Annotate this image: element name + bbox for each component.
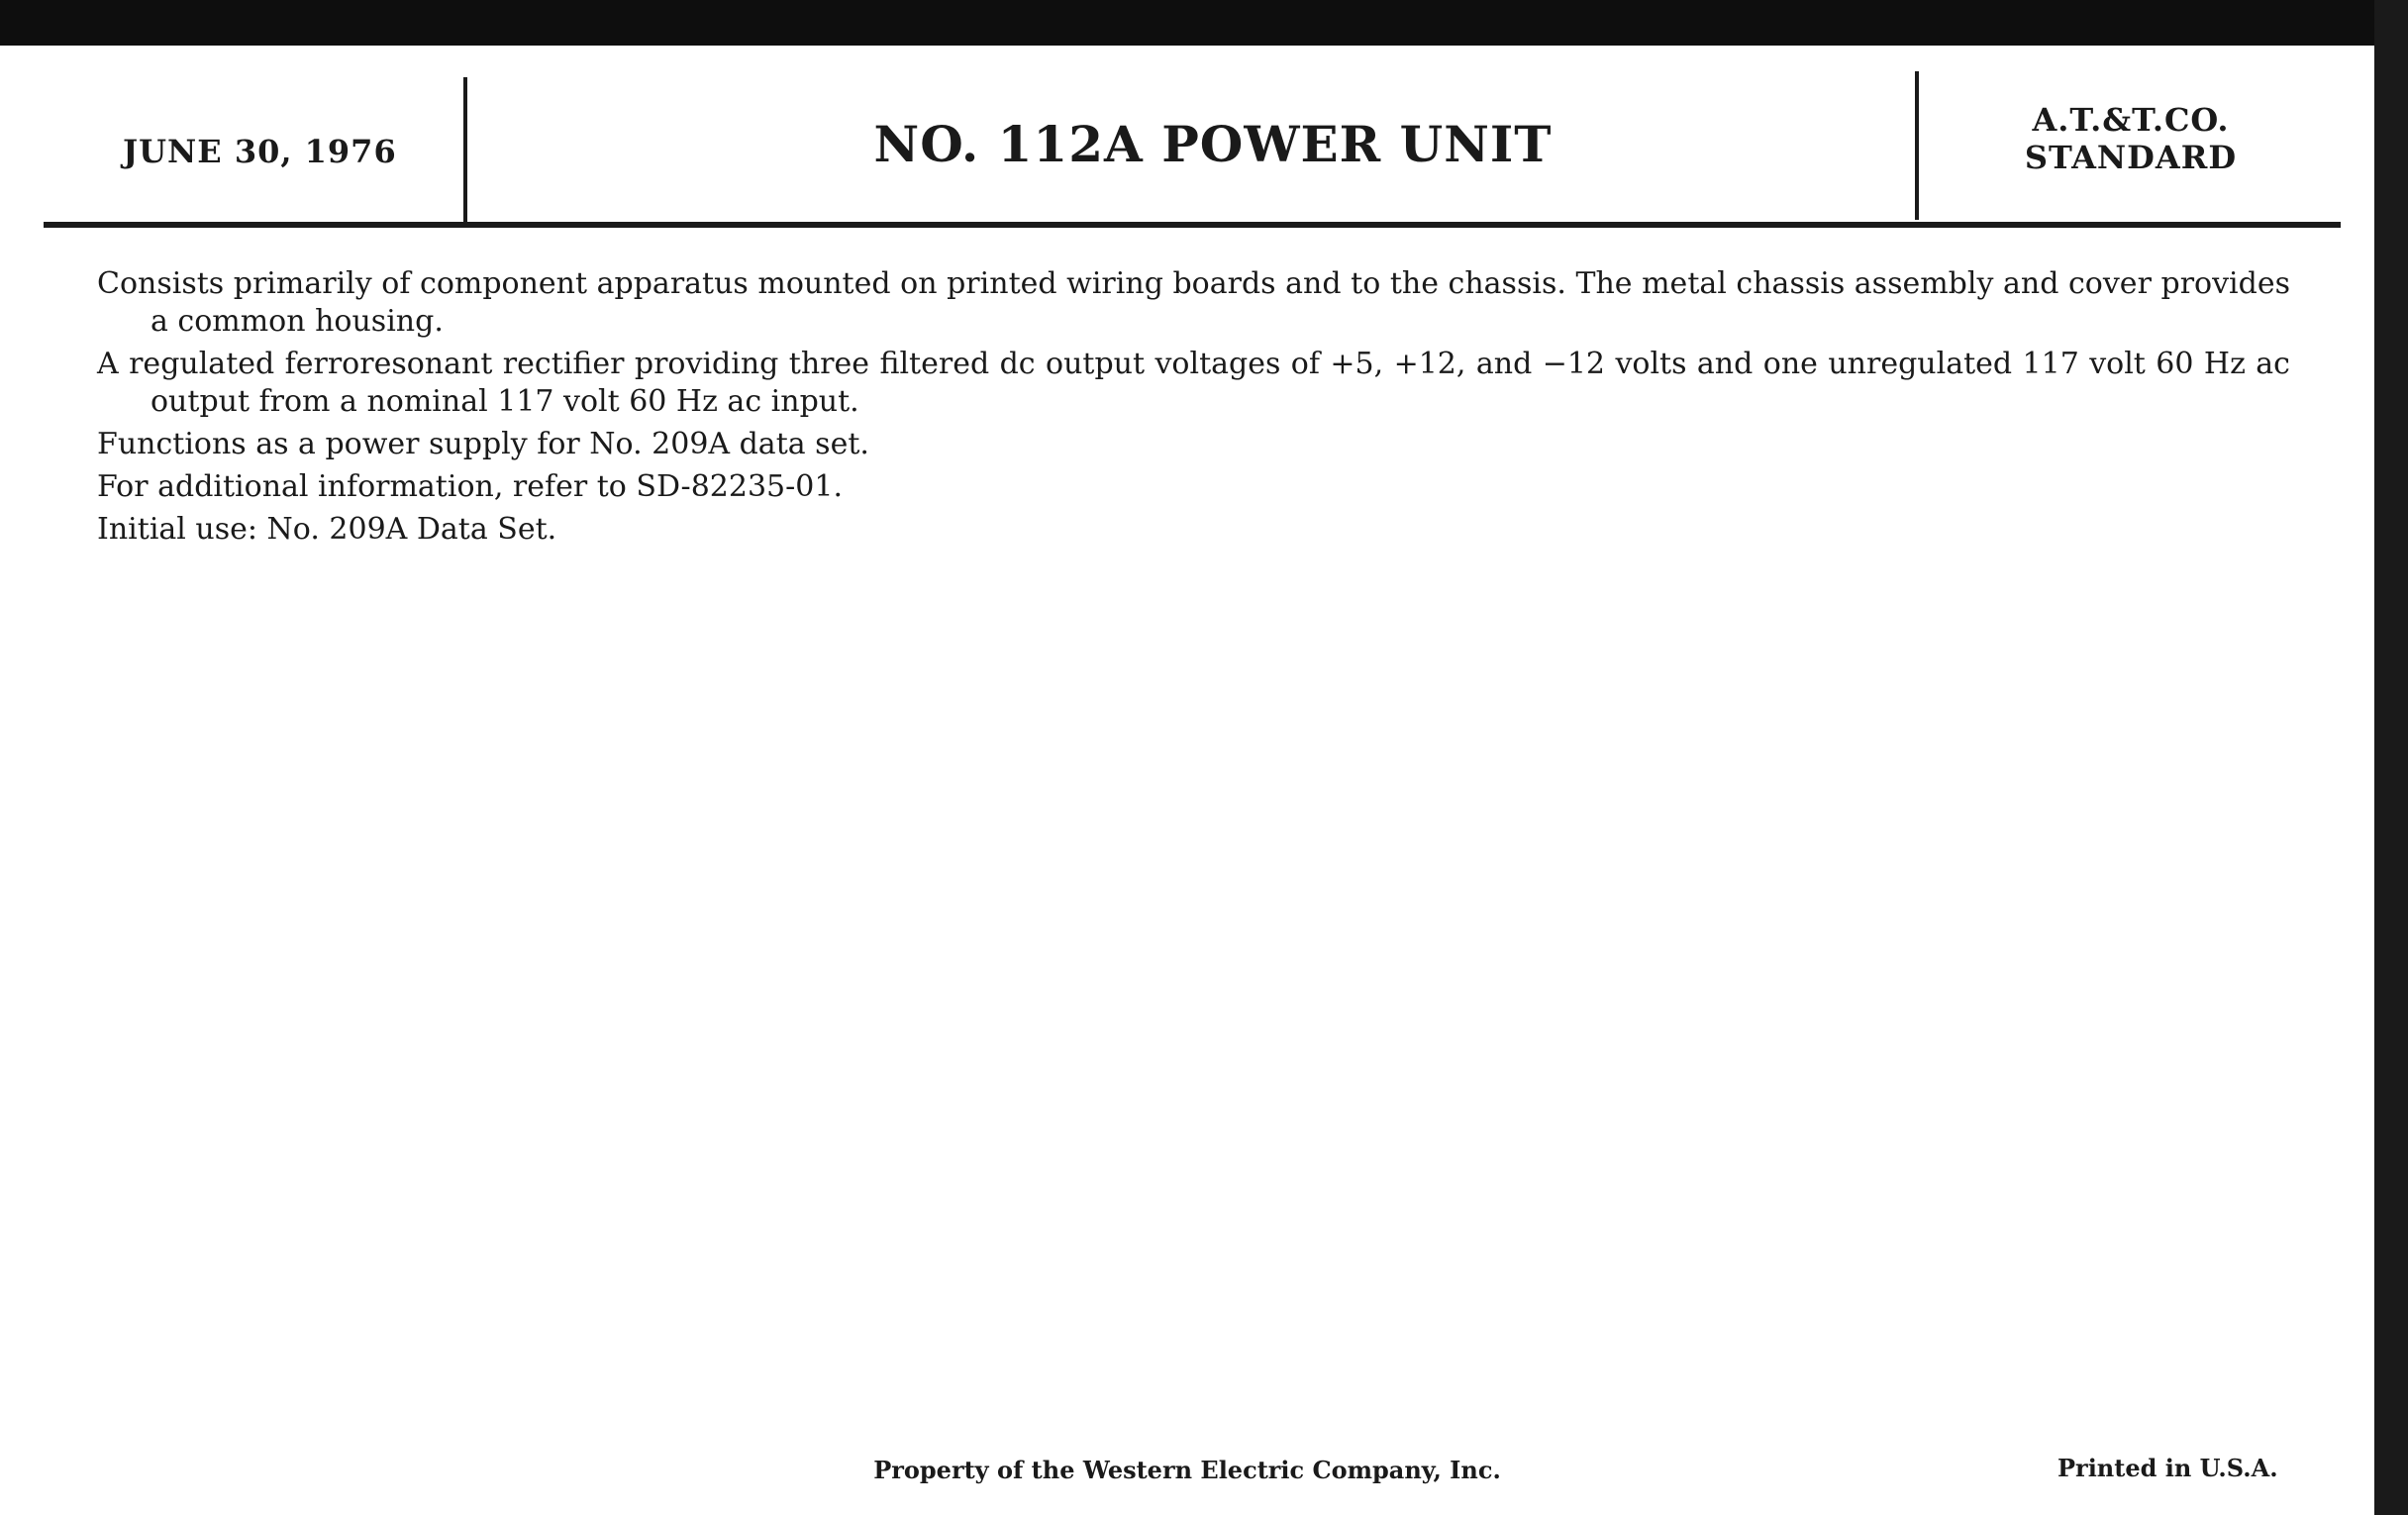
header-standard — [1921, 101, 2341, 176]
footer-printed: Printed in U.S.A. — [2057, 1454, 2278, 1482]
standard-line-2: STANDARD — [2024, 139, 2238, 176]
body-paragraph: Functions as a power supply for No. 209A data set. — [97, 427, 869, 461]
body-paragraph: For additional information, refer to SD-82235-01. — [97, 469, 843, 504]
standard-line-1: A.T.&T.CO. — [2032, 101, 2230, 139]
footer-property-text: Property of the Western Electric Company, Inc. — [873, 1456, 1501, 1484]
body-paragraph: A regulated ferroresonant rectifier providing three filtered dc output voltages of +5, +12, and −12 volts and one unregulated 117 volt 60 Hz ac output from a nominal 117 volt 60 Hz ac input. — [97, 347, 2290, 419]
footer-property — [0, 1456, 2374, 1484]
scan-right-border — [2374, 0, 2408, 1515]
header-divider-right — [1915, 71, 1919, 220]
document-header — [44, 46, 2341, 228]
body-paragraph: Initial use: No. 209A Data Set. — [97, 512, 557, 547]
page-title: NO. 112A POWER UNIT — [873, 115, 1553, 173]
document-body — [97, 265, 2290, 554]
header-rule — [44, 222, 2341, 228]
scan-top-border — [0, 0, 2408, 46]
header-date: JUNE 30, 1976 — [123, 133, 397, 170]
body-paragraph: Consists primarily of component apparatus mounted on printed wiring boards and to the chassis. The metal chassis assembly and cover provides a common housing. — [97, 266, 2290, 339]
document-card — [0, 46, 2374, 1515]
